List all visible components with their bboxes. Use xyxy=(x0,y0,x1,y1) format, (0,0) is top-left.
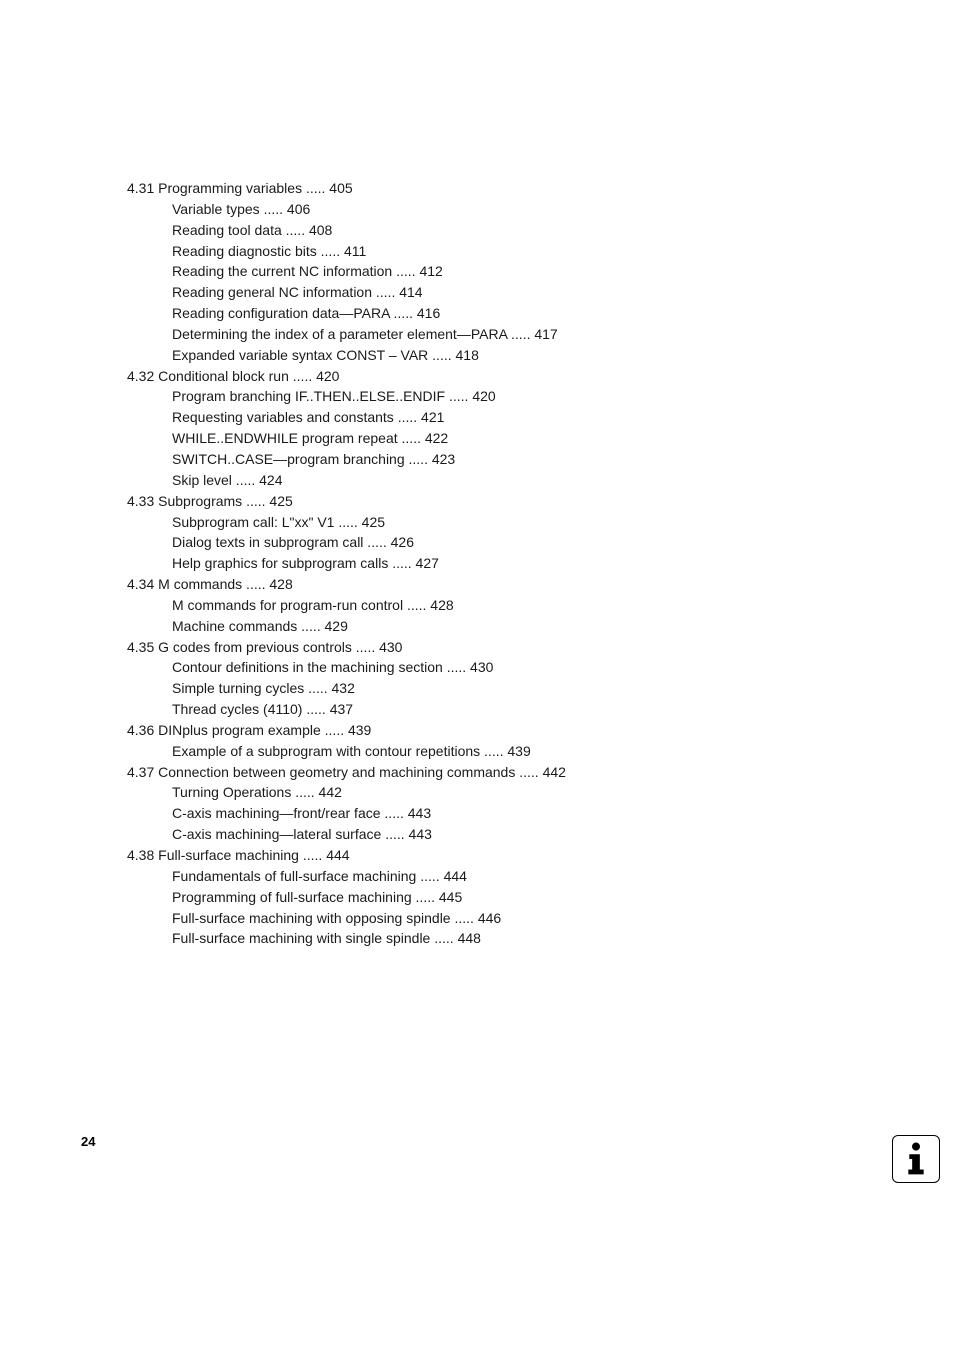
toc-subsection-entry: Reading general NC information ..... 414 xyxy=(172,284,423,301)
toc-subsection-entry: SWITCH..CASE—program branching ..... 423 xyxy=(172,450,456,467)
toc-subsection-entry: Simple turning cycles ..... 432 xyxy=(172,680,355,697)
toc-subsection-entry: Programming of full-surface machining ..... 445 xyxy=(172,888,463,905)
page-number: 24 xyxy=(81,1134,96,1149)
toc-subsection-entry: Expanded variable syntax CONST – VAR ..... 418 xyxy=(172,346,479,363)
toc-subsection-entry: Example of a subprogram with contour repetitions ..... 439 xyxy=(172,742,531,759)
toc-subsection-entry: Fundamentals of full-surface machining ..... 444 xyxy=(172,867,467,884)
toc-subsection-entry: Subprogram call: L"xx" V1 ..... 425 xyxy=(172,513,386,530)
info-icon xyxy=(892,1135,940,1183)
toc-subsection-entry: Variable types ..... 406 xyxy=(172,200,311,217)
toc-subsection-entry: Help graphics for subprogram calls ..... 427 xyxy=(172,555,439,572)
toc-subsection-entry: Full-surface machining with single spindle ..... 448 xyxy=(172,930,481,947)
toc-subsection-entry: Reading diagnostic bits ..... 411 xyxy=(172,242,367,259)
toc-subsection-entry: Thread cycles (4110) ..... 437 xyxy=(172,701,354,718)
toc-section-entry: 4.31 Programming variables ..... 405 xyxy=(127,180,353,196)
toc-section-entry: 4.38 Full-surface machining ..... 444 xyxy=(127,847,350,863)
toc-subsection-entry: Reading configuration data—PARA ..... 416 xyxy=(172,305,441,322)
toc-subsection-entry: C-axis machining—front/rear face ..... 443 xyxy=(172,805,432,822)
toc-subsection-entry: Contour definitions in the machining section ..... 430 xyxy=(172,659,494,676)
toc-section-entry: 4.33 Subprograms ..... 425 xyxy=(127,492,293,509)
toc-section-entry: 4.34 M commands ..... 428 xyxy=(127,576,293,593)
toc-section-entry: 4.36 DINplus program example ..... 439 xyxy=(127,721,372,738)
toc-subsection-entry: Full-surface machining with opposing spindle ..... 446 xyxy=(172,909,502,926)
toc-subsection-entry: M commands for program-run control ..... 428 xyxy=(172,596,454,613)
toc-section-entry: 4.37 Connection between geometry and machining commands ..... 442 xyxy=(127,763,566,780)
toc-subsection-entry: Requesting variables and constants ..... 421 xyxy=(172,409,445,426)
toc-subsection-entry: Dialog texts in subprogram call ..... 426 xyxy=(172,534,415,551)
toc-subsection-entry: Reading tool data ..... 408 xyxy=(172,221,333,238)
toc-subsection-entry: Skip level ..... 424 xyxy=(172,471,283,488)
toc-subsection-entry: Reading the current NC information ..... 412 xyxy=(172,263,443,280)
toc-section-entry: 4.32 Conditional block run ..... 420 xyxy=(127,367,340,384)
toc-subsection-entry: Machine commands ..... 429 xyxy=(172,617,348,634)
table-of-contents xyxy=(127,178,747,949)
toc-subsection-entry: Program branching IF..THEN..ELSE..ENDIF ..... 420 xyxy=(172,388,496,405)
toc-subsection-entry: C-axis machining—lateral surface ..... 443 xyxy=(172,826,432,843)
toc-subsection-entry: Determining the index of a parameter element—PARA ..... 417 xyxy=(172,325,558,342)
toc-subsection-entry: Turning Operations ..... 442 xyxy=(172,784,342,801)
toc-subsection-entry: WHILE..ENDWHILE program repeat ..... 422 xyxy=(172,430,449,447)
toc-section-entry: 4.35 G codes from previous controls ..... 430 xyxy=(127,638,403,655)
